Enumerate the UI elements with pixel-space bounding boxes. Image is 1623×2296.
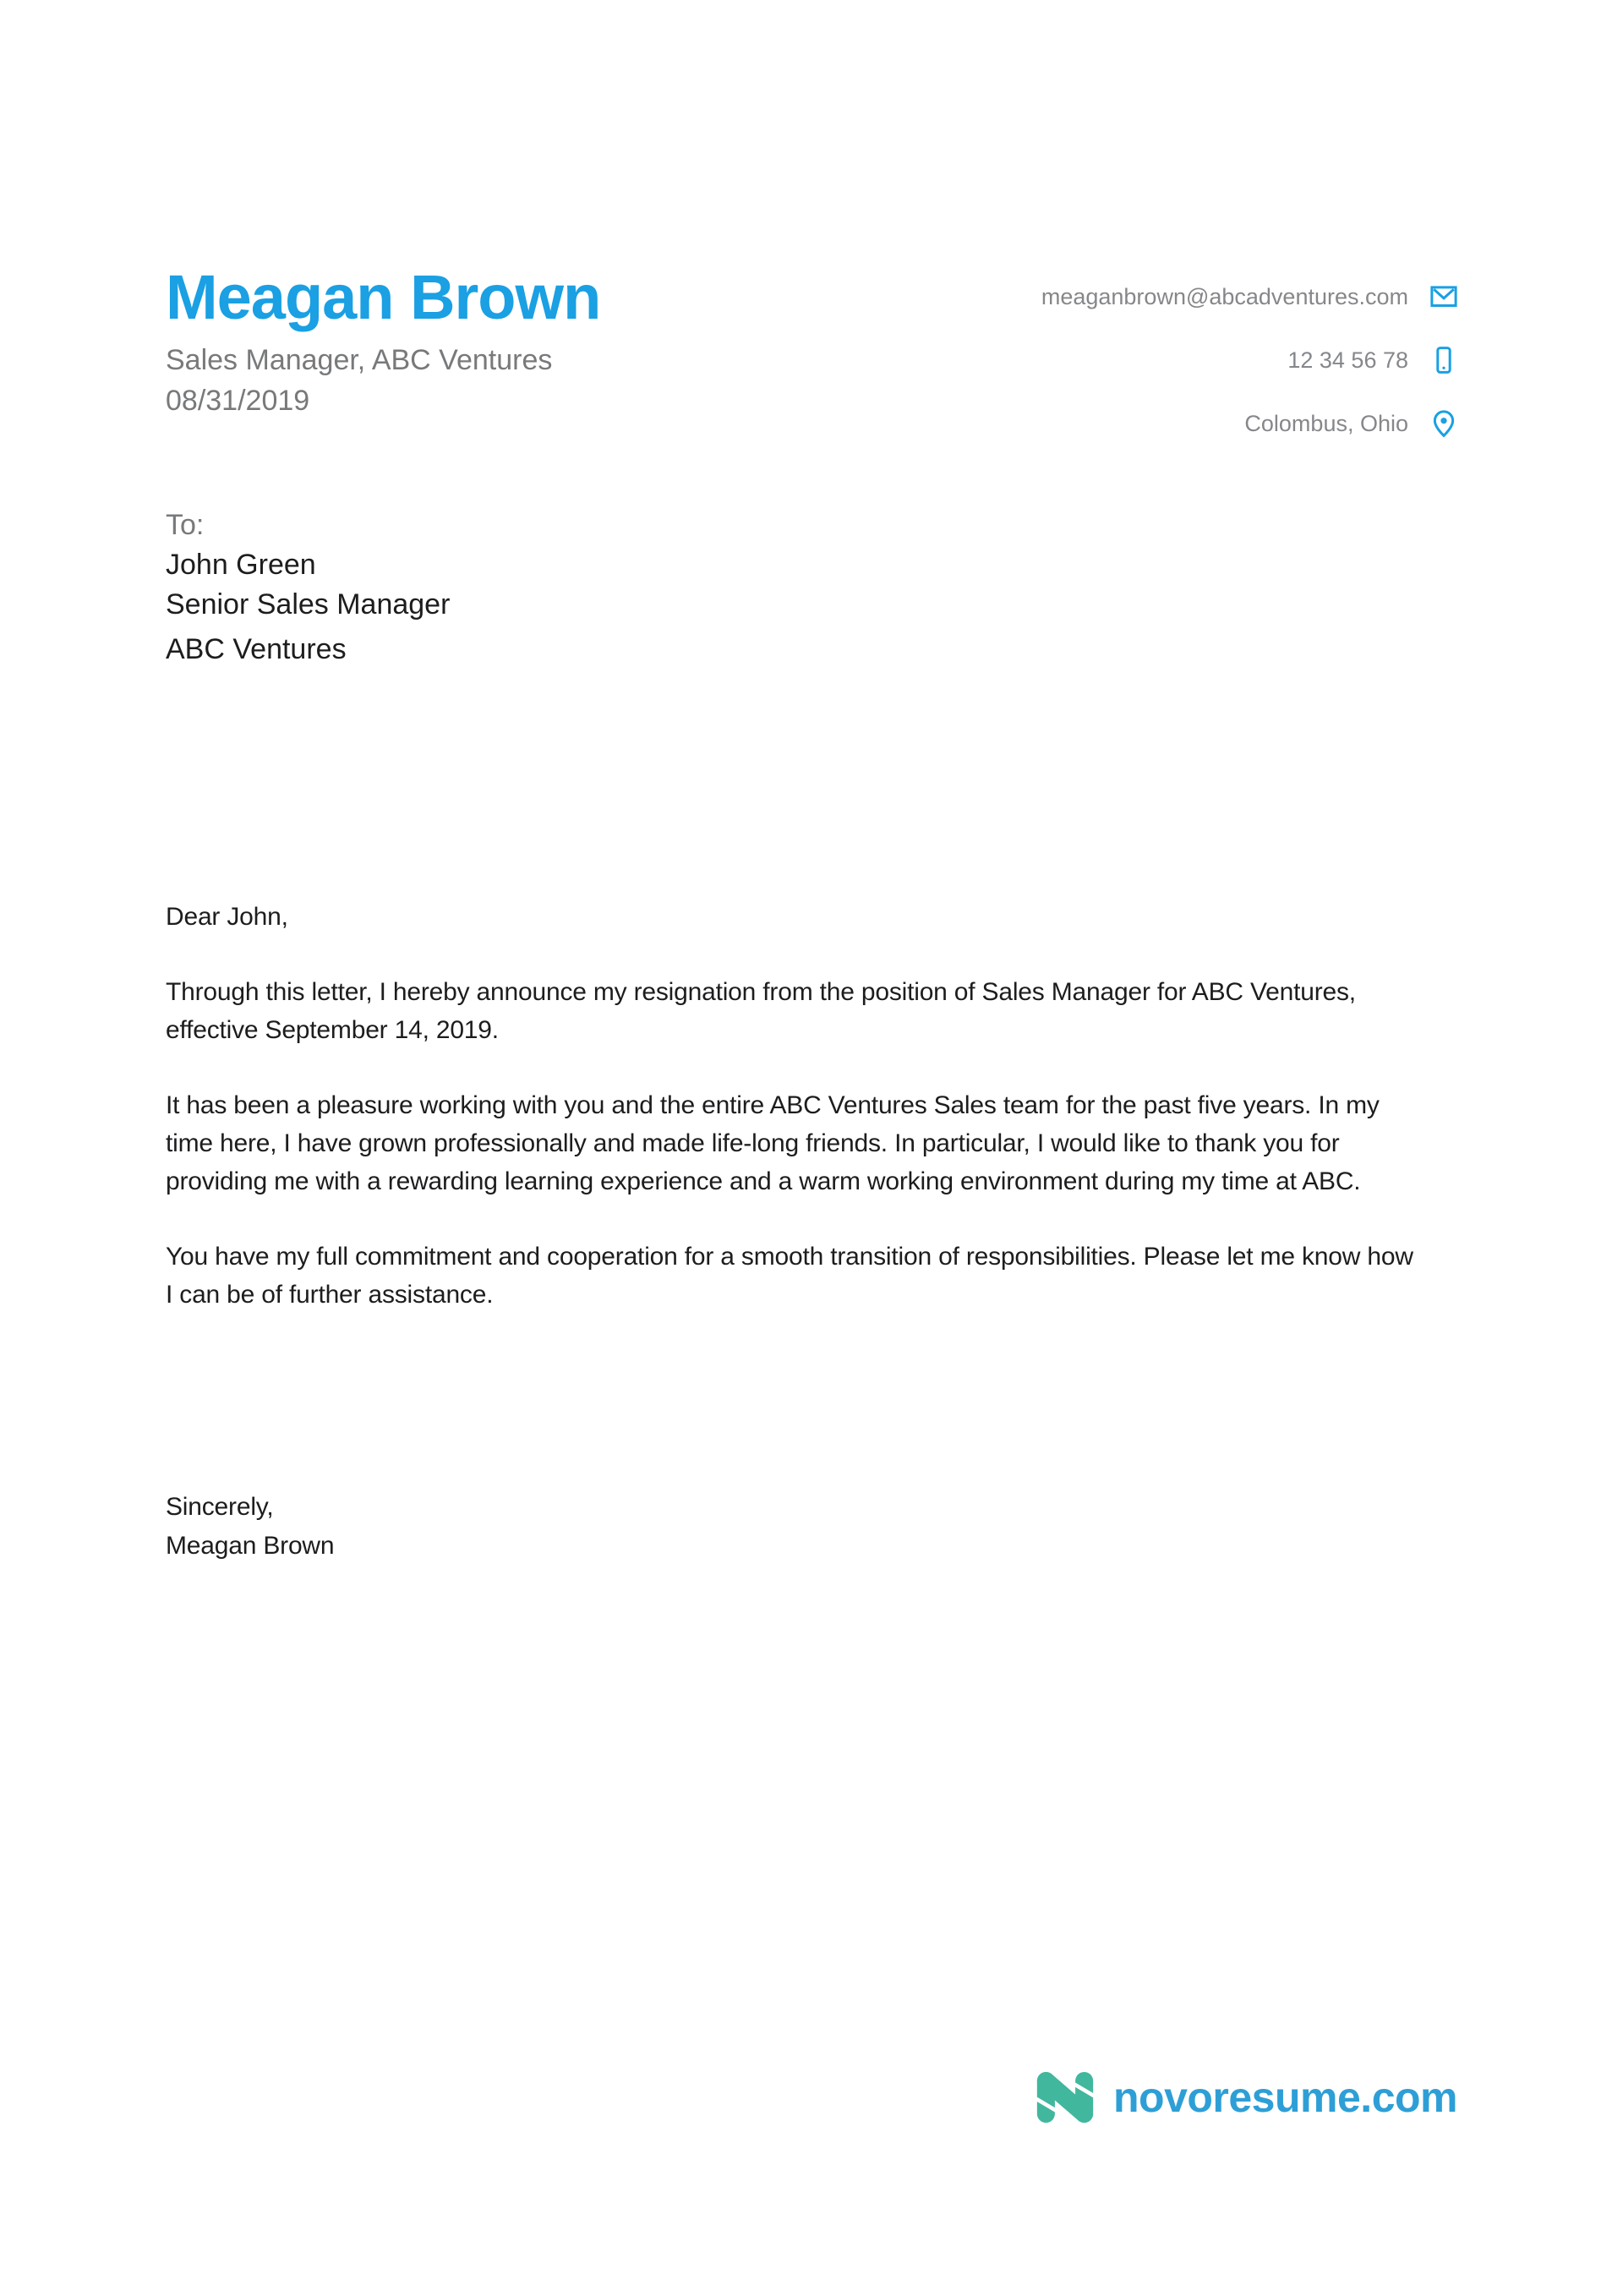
contact-email-row	[1041, 282, 1459, 312]
contact-phone-row	[1287, 345, 1459, 375]
recipient-block	[166, 506, 450, 670]
contact-email: meaganbrown@abcadventures.com	[1041, 283, 1408, 309]
sender-name: Meagan Brown	[166, 262, 601, 332]
contact-location: Colombus, Ohio	[1244, 410, 1408, 436]
sender-header	[166, 262, 601, 418]
signoff-block	[166, 1488, 334, 1566]
closing: Sincerely,	[166, 1493, 274, 1521]
sender-job-title: Sales Manager, ABC Ventures	[166, 344, 553, 376]
salutation: Dear John,	[166, 903, 288, 931]
contact-phone: 12 34 56 78	[1287, 347, 1408, 373]
recipient-name: John Green	[166, 549, 316, 581]
location-pin-icon	[1429, 408, 1459, 439]
novoresume-n-logo-icon	[1032, 2064, 1098, 2130]
paragraph-2: It has been a pleasure working with you and the entire ABC Ventures Sales team for the past five years. In my time here, I have grown professionally and made life-long friends. In particular, I would like to thank you for providing me with a rewarding learning experience and a warm working environment during my time at ABC.	[166, 1091, 1380, 1195]
paragraph-1: Through this letter, I hereby announce my resignation from the position of Sales Manager for ABC Ventures, effective September 14, 2019.	[166, 978, 1356, 1044]
contact-location-row	[1244, 408, 1459, 439]
contact-info	[1041, 282, 1459, 439]
recipient-job-title: Senior Sales Manager	[166, 588, 451, 620]
letter-date: 08/31/2019	[166, 385, 310, 417]
mail-icon	[1429, 282, 1459, 312]
footer-brand	[1032, 2064, 1457, 2130]
smartphone-icon	[1429, 345, 1459, 375]
paragraph-3: You have my full commitment and cooperation for a smooth transition of responsibilities. Please let me know how I can be of further assistance.	[166, 1243, 1413, 1309]
signature: Meagan Brown	[166, 1532, 335, 1560]
brand-wordmark: novoresume.com	[1112, 2074, 1457, 2121]
recipient-company: ABC Ventures	[166, 633, 347, 665]
letter-body	[166, 898, 1417, 1314]
recipient-label: To:	[166, 509, 205, 541]
